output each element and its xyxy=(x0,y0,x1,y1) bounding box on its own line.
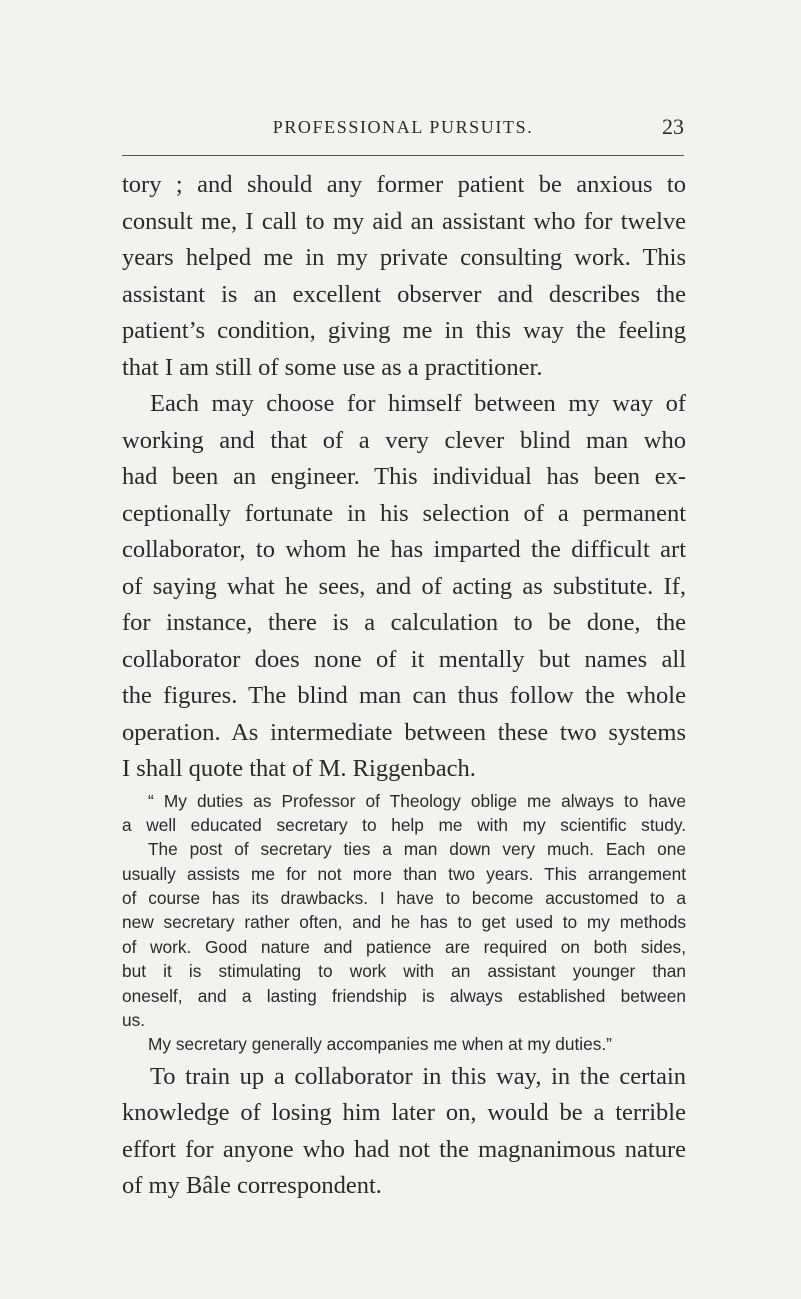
paragraph-3 xyxy=(122,1059,686,1205)
quote-line: a well educated secretary to help me with my scientific study. xyxy=(122,814,686,835)
text-line: working and that of a very clever blind man who xyxy=(122,426,686,454)
text-line: of my Bâle correspondent. xyxy=(122,1172,382,1200)
text-line: collaborator does none of it mentally but names all xyxy=(122,645,686,673)
quote-paragraph-2 xyxy=(122,1032,686,1056)
text-line: collaborator, to whom he has imparted the difficult art xyxy=(122,536,686,563)
quote-line: but it is stimulating to work with an assistant younger than xyxy=(122,961,686,982)
quote-line: new secretary rather often, and he has to get used to my methods xyxy=(122,912,686,933)
text-line: tory ; and should any former patient be anxious to xyxy=(122,171,686,198)
quote-line: usually assists me for not more than two years. This arrangement xyxy=(122,863,686,884)
text-line: the figures. The blind man can thus follow the whole xyxy=(122,682,686,709)
running-head xyxy=(122,116,684,156)
text-line: assistant is an excellent observer and describes the xyxy=(122,280,686,308)
text-line: had been an engineer. This individual has been ex- xyxy=(122,463,686,490)
page-number: 23 xyxy=(662,114,684,139)
text-line: that I am still of some use as a practitioner. xyxy=(122,353,543,381)
quote-line: of course has its drawbacks. I have to become accustomed to a xyxy=(122,888,686,909)
text-line: for instance, there is a calculation to be done, the xyxy=(122,609,686,636)
quote-line: “ My duties as Professor of Theology oblige me always to have xyxy=(148,790,686,811)
block-quote xyxy=(122,789,686,1057)
text-line: consult me, I call to my aid an assistant who for twelve xyxy=(122,207,686,235)
text-line: knowledge of losing him later on, would be a terrible xyxy=(122,1099,686,1127)
text-line: years helped me in my private consulting work. This xyxy=(122,244,686,271)
quote-line: The post of secretary ties a man down very much. Each one xyxy=(148,839,686,860)
quote-paragraph-1 xyxy=(122,789,686,1033)
quote-line: us. xyxy=(122,1010,146,1031)
text-line: operation. As intermediate between these two systems xyxy=(122,718,686,746)
quote-line: of work. Good nature and patience are required on both sides, xyxy=(122,936,686,957)
text-line: To train up a collaborator in this way, in the certain xyxy=(150,1062,686,1090)
text-line: effort for anyone who had not the magnanimous nature xyxy=(122,1135,686,1163)
text-line: of saying what he sees, and of acting as substitute. If, xyxy=(122,572,686,600)
quote-line: oneself, and a lasting friendship is always established between xyxy=(122,985,686,1006)
paragraph-1 xyxy=(122,167,686,386)
text-line: Each may choose for himself between my way of xyxy=(150,390,686,417)
body-text xyxy=(122,167,686,1205)
text-line: ceptionally fortunate in his selection of a permanent xyxy=(122,499,686,527)
paragraph-2 xyxy=(122,386,686,788)
text-line: patient’s condition, giving me in this way the feeling xyxy=(122,317,686,344)
running-title: PROFESSIONAL PURSUITS. xyxy=(272,117,534,137)
header-rule xyxy=(122,155,684,156)
quote-line: My secretary generally accompanies me when at my duties.” xyxy=(148,1034,612,1055)
text-line: I shall quote that of M. Riggenbach. xyxy=(122,755,476,782)
